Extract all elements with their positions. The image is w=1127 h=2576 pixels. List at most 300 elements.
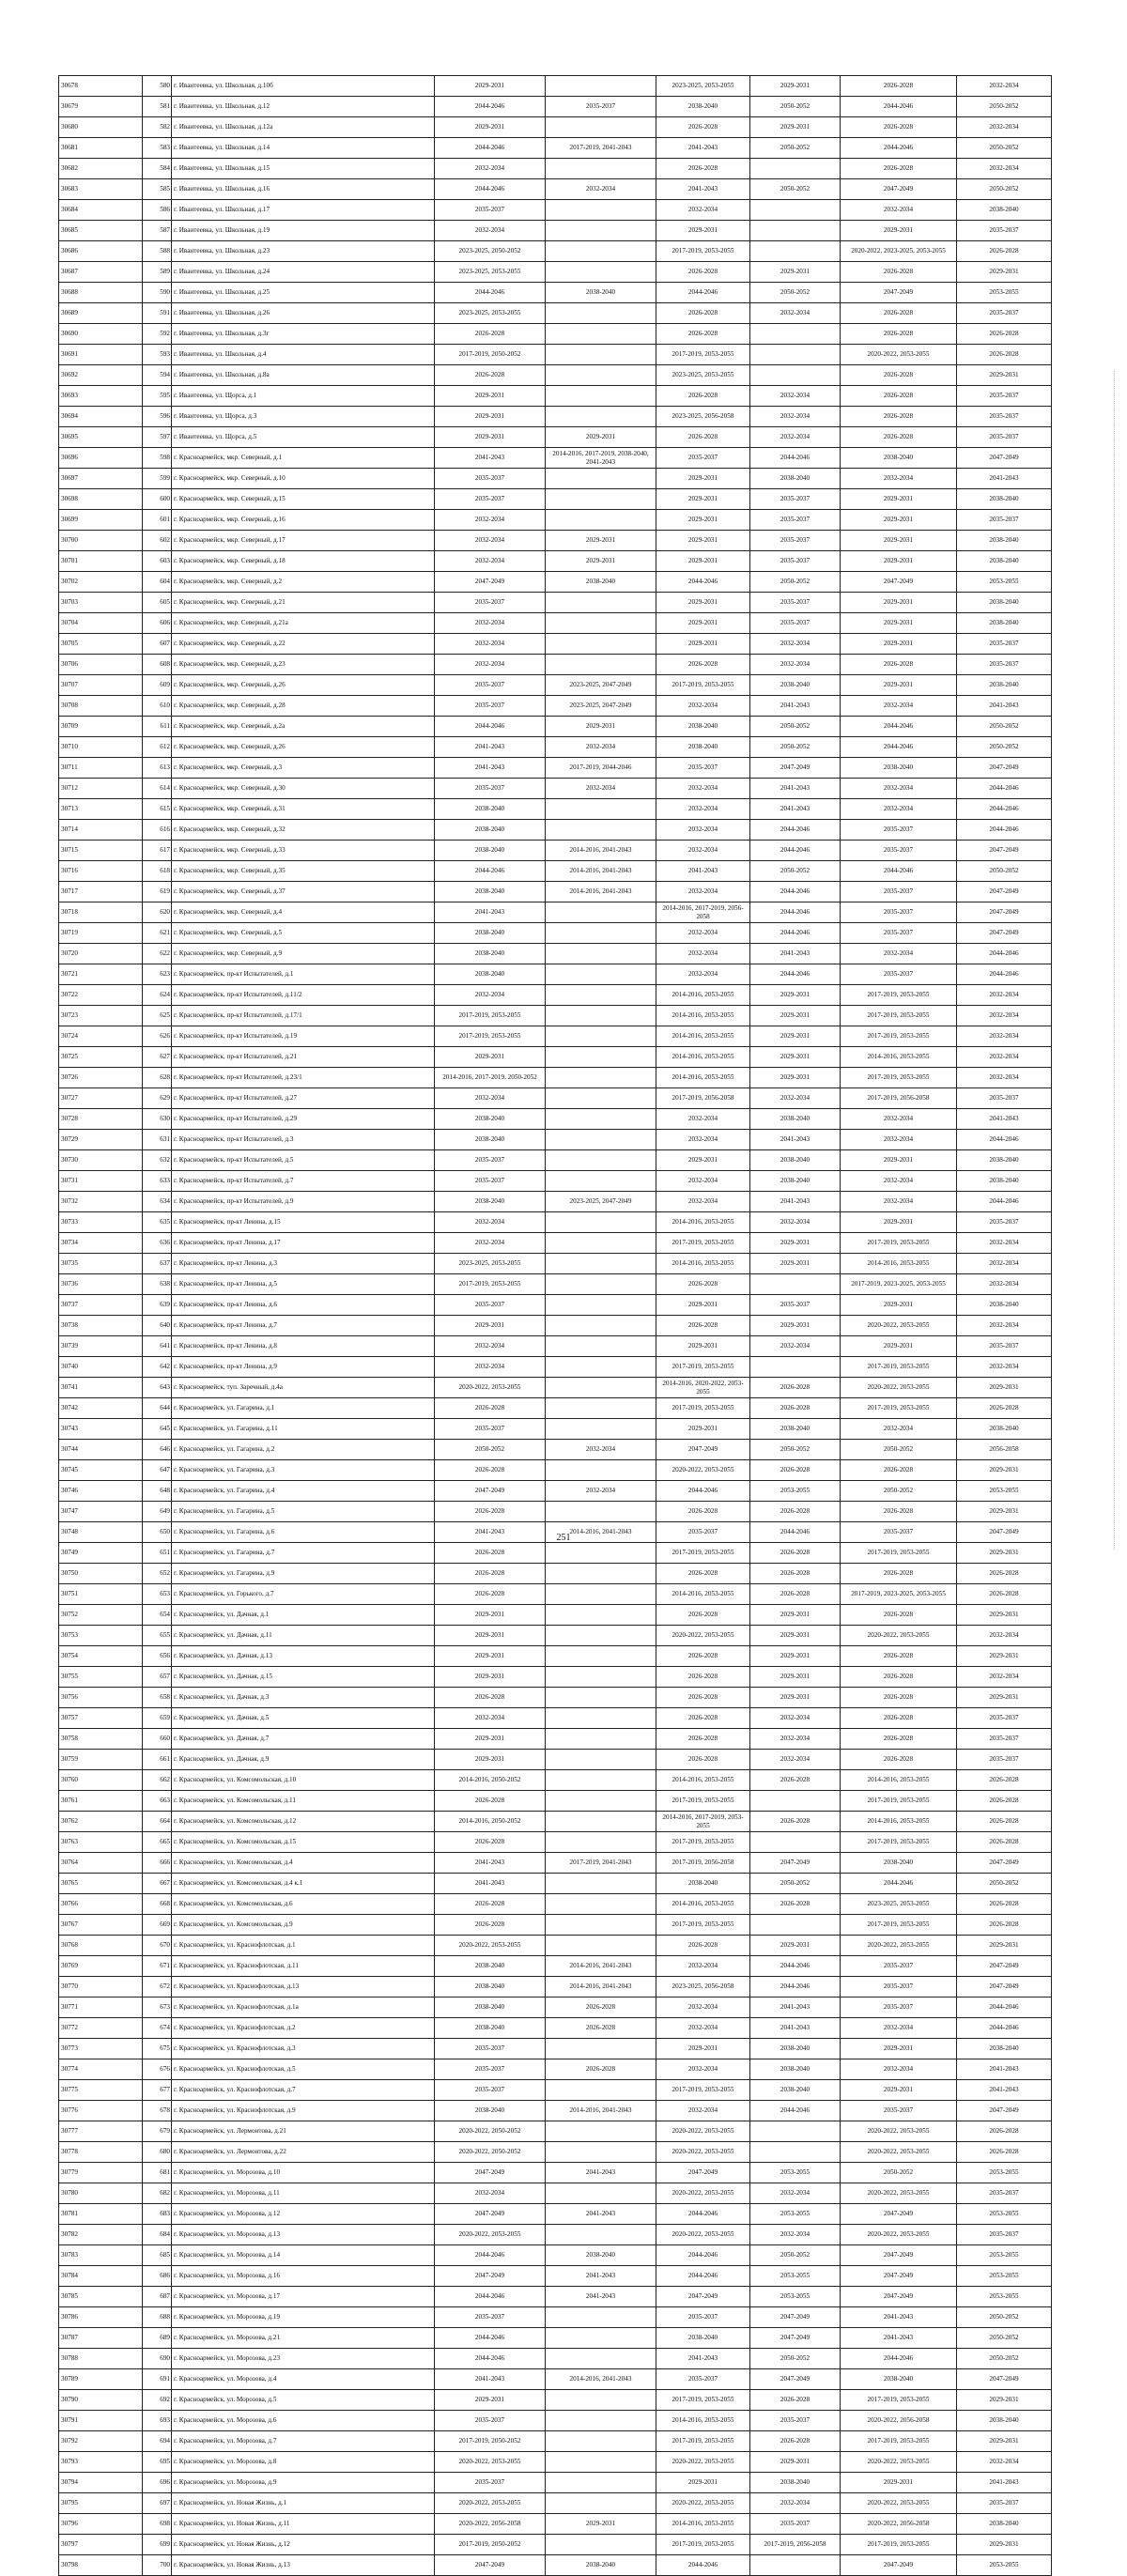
- period-1-cell: 2041-2043: [435, 1853, 546, 1874]
- period-6-cell: 2038-2040: [957, 1171, 1052, 1192]
- row-number-cell: 631: [143, 1130, 172, 1150]
- period-6-cell: 2038-2040: [957, 2039, 1052, 2059]
- address-cell: г. Ивантеевка, ул. Щорса, д.5: [172, 427, 435, 448]
- period-5-cell: 2047-2049: [841, 572, 957, 593]
- address-cell: г. Красноармейск, пр-кт Ленина, д.8: [172, 1336, 435, 1357]
- record-id-cell: 30727: [59, 1088, 143, 1109]
- period-6-cell: 2035-2037: [957, 1750, 1052, 1770]
- record-id-cell: 30679: [59, 97, 143, 117]
- period-6-cell: 2032-2034: [957, 1316, 1052, 1336]
- address-cell: г. Красноармейск, ул. Краснофлотская, д.2: [172, 2018, 435, 2039]
- period-1-cell: 2029-2031: [435, 386, 546, 407]
- row-number-cell: 634: [143, 1192, 172, 1212]
- record-id-cell: 30690: [59, 324, 143, 345]
- period-2-cell: [546, 489, 656, 510]
- period-6-cell: 2041-2043: [957, 469, 1052, 489]
- period-2-cell: [546, 944, 656, 964]
- period-3-cell: 2029-2031: [656, 551, 750, 572]
- period-6-cell: 2056-2058: [957, 1440, 1052, 1460]
- period-1-cell: 2017-2019, 2053-2055: [435, 1006, 546, 1026]
- table-row: [59, 407, 1052, 427]
- period-1-cell: 2041-2043: [435, 448, 546, 469]
- period-6-cell: 2032-2034: [957, 1254, 1052, 1274]
- period-2-cell: [546, 117, 656, 138]
- address-cell: г. Красноармейск, ул. Гагарина, д.1: [172, 1398, 435, 1419]
- period-4-cell: 2032-2034: [750, 386, 841, 407]
- row-number-cell: 618: [143, 861, 172, 882]
- record-id-cell: 30749: [59, 1543, 143, 1564]
- period-5-cell: 2014-2016, 2053-2055: [841, 1770, 957, 1791]
- period-3-cell: 2029-2031: [656, 2473, 750, 2493]
- period-3-cell: 2029-2031: [656, 1295, 750, 1316]
- period-2-cell: [546, 1233, 656, 1254]
- row-number-cell: 639: [143, 1295, 172, 1316]
- period-3-cell: 2044-2046: [656, 1481, 750, 1502]
- table-row: [59, 1543, 1052, 1564]
- period-3-cell: 2014-2016, 2020-2022, 2053-2055: [656, 1378, 750, 1398]
- period-4-cell: 2050-2052: [750, 97, 841, 117]
- address-cell: г. Красноармейск, мкр. Северный, д.37: [172, 882, 435, 902]
- period-1-cell: 2044-2046: [435, 2349, 546, 2369]
- record-id-cell: 30757: [59, 1708, 143, 1729]
- row-number-cell: 661: [143, 1750, 172, 1770]
- period-1-cell: 2035-2037: [435, 593, 546, 613]
- period-5-cell: 2035-2037: [841, 1977, 957, 1998]
- row-number-cell: 615: [143, 799, 172, 820]
- period-4-cell: 2044-2046: [750, 1522, 841, 1543]
- period-6-cell: 2041-2043: [957, 2080, 1052, 2101]
- period-2-cell: [546, 2080, 656, 2101]
- period-3-cell: 2029-2031: [656, 1419, 750, 1440]
- table-row: [59, 1109, 1052, 1130]
- period-2-cell: 2014-2016, 2017-2019, 2038-2040, 2041-2043: [546, 448, 656, 469]
- record-id-cell: 30747: [59, 1502, 143, 1522]
- period-3-cell: 2044-2046: [656, 283, 750, 303]
- row-number-cell: 608: [143, 655, 172, 675]
- row-number-cell: 667: [143, 1874, 172, 1894]
- period-5-cell: 2026-2028: [841, 655, 957, 675]
- address-cell: г. Ивантеевка, ул. Школьная, д.17: [172, 200, 435, 221]
- period-2-cell: [546, 1564, 656, 1584]
- period-1-cell: 2041-2043: [435, 758, 546, 779]
- row-number-cell: 592: [143, 324, 172, 345]
- schedule-table: [58, 75, 1052, 2576]
- period-2-cell: [546, 1646, 656, 1667]
- table-row: [59, 841, 1052, 861]
- table-row: [59, 2473, 1052, 2493]
- record-id-cell: 30778: [59, 2142, 143, 2163]
- address-cell: г. Красноармейск, мкр. Северный, д.5: [172, 923, 435, 944]
- period-5-cell: 2017-2019, 2053-2055: [841, 985, 957, 1006]
- period-4-cell: 2050-2052: [750, 572, 841, 593]
- table-row: [59, 923, 1052, 944]
- period-2-cell: 2023-2025, 2047-2049: [546, 1192, 656, 1212]
- record-id-cell: 30782: [59, 2225, 143, 2245]
- period-3-cell: 2035-2037: [656, 1522, 750, 1543]
- record-id-cell: 30792: [59, 2431, 143, 2452]
- period-1-cell: 2032-2034: [435, 1212, 546, 1233]
- table-row: [59, 1336, 1052, 1357]
- record-id-cell: 30785: [59, 2287, 143, 2307]
- period-2-cell: [546, 1336, 656, 1357]
- address-cell: г. Красноармейск, пр-кт Испытателей, д.9: [172, 1192, 435, 1212]
- period-2-cell: [546, 1006, 656, 1026]
- table-row: [59, 1688, 1052, 1708]
- row-number-cell: 622: [143, 944, 172, 964]
- period-3-cell: 2026-2028: [656, 117, 750, 138]
- period-4-cell: 2041-2043: [750, 1998, 841, 2018]
- period-6-cell: 2029-2031: [957, 2390, 1052, 2411]
- record-id-cell: 30795: [59, 2493, 143, 2514]
- row-number-cell: 584: [143, 159, 172, 179]
- address-cell: г. Красноармейск, ул. Краснофлотская, д.11: [172, 1956, 435, 1977]
- table-row: [59, 902, 1052, 923]
- period-6-cell: 2032-2034: [957, 1357, 1052, 1378]
- period-5-cell: 2029-2031: [841, 489, 957, 510]
- period-4-cell: 2041-2043: [750, 696, 841, 717]
- record-id-cell: 30721: [59, 964, 143, 985]
- period-4-cell: 2053-2055: [750, 2266, 841, 2287]
- period-2-cell: [546, 407, 656, 427]
- period-6-cell: 2029-2031: [957, 1460, 1052, 1481]
- address-cell: г. Красноармейск, ул. Дачная, д.11: [172, 1626, 435, 1646]
- row-number-cell: 687: [143, 2287, 172, 2307]
- table-row: [59, 241, 1052, 262]
- period-6-cell: 2038-2040: [957, 1419, 1052, 1440]
- period-3-cell: 2026-2028: [656, 159, 750, 179]
- period-4-cell: 2038-2040: [750, 2039, 841, 2059]
- period-1-cell: 2032-2034: [435, 221, 546, 241]
- period-6-cell: 2035-2037: [957, 2225, 1052, 2245]
- address-cell: г. Красноармейск, пр-кт Испытателей, д.3: [172, 1130, 435, 1150]
- record-id-cell: 30683: [59, 179, 143, 200]
- record-id-cell: 30765: [59, 1874, 143, 1894]
- table-row: [59, 345, 1052, 365]
- period-3-cell: 2041-2043: [656, 2349, 750, 2369]
- table-row: [59, 593, 1052, 613]
- row-number-cell: 595: [143, 386, 172, 407]
- period-5-cell: 2032-2034: [841, 2018, 957, 2039]
- row-number-cell: 674: [143, 2018, 172, 2039]
- record-id-cell: 30698: [59, 489, 143, 510]
- row-number-cell: 636: [143, 1233, 172, 1254]
- table-row: [59, 717, 1052, 737]
- row-number-cell: 628: [143, 1068, 172, 1088]
- table-row: [59, 2039, 1052, 2059]
- record-id-cell: 30760: [59, 1770, 143, 1791]
- address-cell: г. Красноармейск, мкр. Северный, д.30: [172, 779, 435, 799]
- period-3-cell: 2047-2049: [656, 1440, 750, 1460]
- row-number-cell: 620: [143, 902, 172, 923]
- period-5-cell: 2035-2037: [841, 964, 957, 985]
- period-3-cell: 2017-2019, 2053-2055: [656, 241, 750, 262]
- scan-edge-line: [1114, 371, 1116, 1550]
- row-number-cell: 614: [143, 779, 172, 799]
- period-4-cell: 2050-2052: [750, 2245, 841, 2266]
- period-5-cell: 2029-2031: [841, 1150, 957, 1171]
- period-6-cell: 2032-2034: [957, 1047, 1052, 1068]
- table-row: [59, 675, 1052, 696]
- table-row: [59, 1192, 1052, 1212]
- table-row: [59, 1088, 1052, 1109]
- record-id-cell: 30724: [59, 1026, 143, 1047]
- row-number-cell: 685: [143, 2245, 172, 2266]
- period-2-cell: 2041-2043: [546, 2204, 656, 2225]
- period-6-cell: 2032-2034: [957, 1026, 1052, 1047]
- table-row: [59, 1894, 1052, 1915]
- period-4-cell: [750, 159, 841, 179]
- address-cell: г. Красноармейск, пр-кт Испытателей, д.29: [172, 1109, 435, 1130]
- address-cell: г. Красноармейск, ул. Новая Жизнь, д.13: [172, 2555, 435, 2576]
- address-cell: г. Красноармейск, мкр. Северный, д.22: [172, 634, 435, 655]
- period-6-cell: 2032-2034: [957, 1274, 1052, 1295]
- address-cell: г. Красноармейск, пр-кт Испытателей, д.21: [172, 1047, 435, 1068]
- period-4-cell: 2035-2037: [750, 531, 841, 551]
- period-3-cell: 2026-2028: [656, 324, 750, 345]
- period-5-cell: 2032-2034: [841, 1171, 957, 1192]
- period-6-cell: 2053-2055: [957, 572, 1052, 593]
- period-3-cell: 2020-2022, 2053-2055: [656, 2121, 750, 2142]
- period-4-cell: 2026-2028: [750, 1812, 841, 1832]
- period-5-cell: 2017-2019, 2053-2055: [841, 1832, 957, 1853]
- row-number-cell: 610: [143, 696, 172, 717]
- period-6-cell: 2047-2049: [957, 1956, 1052, 1977]
- period-5-cell: 2029-2031: [841, 1295, 957, 1316]
- period-6-cell: 2026-2028: [957, 1894, 1052, 1915]
- period-2-cell: 2041-2043: [546, 2266, 656, 2287]
- period-6-cell: 2050-2052: [957, 2307, 1052, 2328]
- period-5-cell: 2020-2022, 2053-2055: [841, 345, 957, 365]
- period-5-cell: 2020-2022, 2053-2055: [841, 2452, 957, 2473]
- period-2-cell: [546, 1171, 656, 1192]
- period-5-cell: 2014-2016, 2053-2055: [841, 1047, 957, 1068]
- period-4-cell: 2029-2031: [750, 117, 841, 138]
- record-id-cell: 30781: [59, 2204, 143, 2225]
- period-2-cell: [546, 820, 656, 841]
- period-4-cell: 2038-2040: [750, 2059, 841, 2080]
- period-6-cell: 2038-2040: [957, 2514, 1052, 2535]
- table-row: [59, 820, 1052, 841]
- period-1-cell: 2029-2031: [435, 1750, 546, 1770]
- period-5-cell: 2044-2046: [841, 138, 957, 159]
- period-3-cell: 2017-2019, 2053-2055: [656, 1357, 750, 1378]
- period-2-cell: [546, 1295, 656, 1316]
- period-3-cell: 2026-2028: [656, 1605, 750, 1626]
- period-4-cell: 2044-2046: [750, 902, 841, 923]
- row-number-cell: 593: [143, 345, 172, 365]
- record-id-cell: 30692: [59, 365, 143, 386]
- period-1-cell: 2029-2031: [435, 1605, 546, 1626]
- period-5-cell: 2035-2037: [841, 1956, 957, 1977]
- period-1-cell: 2047-2049: [435, 2555, 546, 2576]
- period-1-cell: 2032-2034: [435, 159, 546, 179]
- period-1-cell: 2044-2046: [435, 97, 546, 117]
- table-row: [59, 2245, 1052, 2266]
- period-2-cell: [546, 1212, 656, 1233]
- period-5-cell: 2026-2028: [841, 1667, 957, 1688]
- record-id-cell: 30769: [59, 1956, 143, 1977]
- period-4-cell: 2035-2037: [750, 510, 841, 531]
- address-cell: г. Красноармейск, ул. Комсомольская, д.6: [172, 1894, 435, 1915]
- period-3-cell: 2014-2016, 2053-2055: [656, 1006, 750, 1026]
- period-4-cell: 2044-2046: [750, 1956, 841, 1977]
- address-cell: г. Красноармейск, ул. Гагарина, д.3: [172, 1460, 435, 1481]
- period-4-cell: 2026-2028: [750, 1543, 841, 1564]
- period-3-cell: 2023-2025, 2053-2055: [656, 76, 750, 97]
- record-id-cell: 30708: [59, 696, 143, 717]
- row-number-cell: 612: [143, 737, 172, 758]
- period-3-cell: 2014-2016, 2053-2055: [656, 1254, 750, 1274]
- period-6-cell: 2029-2031: [957, 2535, 1052, 2555]
- period-2-cell: 2038-2040: [546, 2245, 656, 2266]
- address-cell: г. Красноармейск, мкр. Северный, д.32: [172, 820, 435, 841]
- address-cell: г. Красноармейск, туп. Заречный, д.4а: [172, 1378, 435, 1398]
- period-1-cell: 2026-2028: [435, 324, 546, 345]
- period-3-cell: 2032-2034: [656, 200, 750, 221]
- period-2-cell: [546, 1708, 656, 1729]
- record-id-cell: 30788: [59, 2349, 143, 2369]
- period-3-cell: 2026-2028: [656, 262, 750, 283]
- period-2-cell: [546, 2390, 656, 2411]
- row-number-cell: 697: [143, 2493, 172, 2514]
- period-4-cell: 2032-2034: [750, 1088, 841, 1109]
- address-cell: г. Красноармейск, мкр. Северный, д.1: [172, 448, 435, 469]
- period-1-cell: 2026-2028: [435, 1460, 546, 1481]
- period-2-cell: 2017-2019, 2044-2046: [546, 758, 656, 779]
- period-1-cell: 2026-2028: [435, 1584, 546, 1605]
- address-cell: г. Красноармейск, мкр. Северный, д.3: [172, 758, 435, 779]
- period-5-cell: 2026-2028: [841, 1729, 957, 1750]
- period-5-cell: 2032-2034: [841, 779, 957, 799]
- address-cell: г. Красноармейск, мкр. Северный, д.4: [172, 902, 435, 923]
- period-3-cell: 2035-2037: [656, 2369, 750, 2390]
- address-cell: г. Красноармейск, ул. Комсомольская, д.9: [172, 1915, 435, 1936]
- period-4-cell: 2044-2046: [750, 882, 841, 902]
- table-row: [59, 469, 1052, 489]
- period-5-cell: 2029-2031: [841, 2039, 957, 2059]
- period-5-cell: 2032-2034: [841, 944, 957, 964]
- period-1-cell: 2035-2037: [435, 1419, 546, 1440]
- period-5-cell: 2035-2037: [841, 841, 957, 861]
- address-cell: г. Красноармейск, ул. Гагарина, д.7: [172, 1543, 435, 1564]
- period-4-cell: 2044-2046: [750, 1977, 841, 1998]
- row-number-cell: 640: [143, 1316, 172, 1336]
- period-4-cell: 2032-2034: [750, 1212, 841, 1233]
- table-row: [59, 1998, 1052, 2018]
- period-4-cell: 2026-2028: [750, 1460, 841, 1481]
- period-1-cell: 2032-2034: [435, 634, 546, 655]
- record-id-cell: 30767: [59, 1915, 143, 1936]
- period-4-cell: 2050-2052: [750, 2349, 841, 2369]
- table-row: [59, 1460, 1052, 1481]
- period-5-cell: 2035-2037: [841, 1998, 957, 2018]
- period-1-cell: 2044-2046: [435, 179, 546, 200]
- row-number-cell: 632: [143, 1150, 172, 1171]
- table-row: [59, 510, 1052, 531]
- row-number-cell: 585: [143, 179, 172, 200]
- address-cell: г. Красноармейск, ул. Горького, д.7: [172, 1584, 435, 1605]
- period-4-cell: [750, 2142, 841, 2163]
- table-row: [59, 2369, 1052, 2390]
- period-1-cell: 2029-2031: [435, 1047, 546, 1068]
- period-4-cell: 2026-2028: [750, 2390, 841, 2411]
- address-cell: г. Ивантеевка, ул. Школьная, д.23: [172, 241, 435, 262]
- period-4-cell: 2029-2031: [750, 1936, 841, 1956]
- address-cell: г. Ивантеевка, ул. Школьная, д.8а: [172, 365, 435, 386]
- row-number-cell: 698: [143, 2514, 172, 2535]
- record-id-cell: 30682: [59, 159, 143, 179]
- period-5-cell: 2032-2034: [841, 1130, 957, 1150]
- record-id-cell: 30694: [59, 407, 143, 427]
- period-3-cell: 2029-2031: [656, 510, 750, 531]
- record-id-cell: 30718: [59, 902, 143, 923]
- table-row: [59, 2059, 1052, 2080]
- period-6-cell: 2032-2034: [957, 1006, 1052, 1026]
- address-cell: г. Красноармейск, пр-кт Испытателей, д.11/2: [172, 985, 435, 1006]
- period-3-cell: 2032-2034: [656, 2101, 750, 2121]
- period-1-cell: 2017-2019, 2050-2052: [435, 345, 546, 365]
- period-4-cell: 2032-2034: [750, 2183, 841, 2204]
- period-6-cell: 2029-2031: [957, 1936, 1052, 1956]
- period-3-cell: 2026-2028: [656, 1729, 750, 1750]
- period-2-cell: [546, 1874, 656, 1894]
- period-3-cell: 2017-2019, 2053-2055: [656, 2080, 750, 2101]
- record-id-cell: 30728: [59, 1109, 143, 1130]
- row-number-cell: 681: [143, 2163, 172, 2183]
- period-4-cell: 2032-2034: [750, 634, 841, 655]
- table-row: [59, 2452, 1052, 2473]
- period-4-cell: 2050-2052: [750, 1440, 841, 1460]
- period-4-cell: 2053-2055: [750, 2204, 841, 2225]
- period-2-cell: [546, 964, 656, 985]
- period-3-cell: 2032-2034: [656, 964, 750, 985]
- period-6-cell: 2038-2040: [957, 675, 1052, 696]
- period-1-cell: 2014-2016, 2050-2052: [435, 1770, 546, 1791]
- record-id-cell: 30741: [59, 1378, 143, 1398]
- row-number-cell: 589: [143, 262, 172, 283]
- period-4-cell: 2026-2028: [750, 1584, 841, 1605]
- period-4-cell: [750, 221, 841, 241]
- period-6-cell: 2026-2028: [957, 241, 1052, 262]
- address-cell: г. Красноармейск, ул. Морозова, д.12: [172, 2204, 435, 2225]
- period-6-cell: 2053-2055: [957, 1481, 1052, 1502]
- period-4-cell: 2047-2049: [750, 2328, 841, 2349]
- period-2-cell: 2029-2031: [546, 427, 656, 448]
- period-4-cell: 2029-2031: [750, 1605, 841, 1626]
- period-2-cell: [546, 1419, 656, 1440]
- period-2-cell: 2041-2043: [546, 2163, 656, 2183]
- period-5-cell: 2035-2037: [841, 820, 957, 841]
- record-id-cell: 30702: [59, 572, 143, 593]
- period-1-cell: 2035-2037: [435, 2473, 546, 2493]
- period-3-cell: 2026-2028: [656, 1274, 750, 1295]
- record-id-cell: 30740: [59, 1357, 143, 1378]
- period-5-cell: 2020-2022, 2053-2055: [841, 1936, 957, 1956]
- record-id-cell: 30796: [59, 2514, 143, 2535]
- address-cell: г. Красноармейск, ул. Морозова, д.21: [172, 2328, 435, 2349]
- row-number-cell: 665: [143, 1832, 172, 1853]
- table-row: [59, 1770, 1052, 1791]
- record-id-cell: 30681: [59, 138, 143, 159]
- table-row: [59, 2121, 1052, 2142]
- period-1-cell: 2023-2025, 2050-2052: [435, 241, 546, 262]
- table-row: [59, 1254, 1052, 1274]
- period-2-cell: 2038-2040: [546, 283, 656, 303]
- period-3-cell: 2029-2031: [656, 1150, 750, 1171]
- period-3-cell: 2038-2040: [656, 737, 750, 758]
- period-5-cell: 2017-2019, 2053-2055: [841, 1398, 957, 1419]
- period-6-cell: 2044-2046: [957, 820, 1052, 841]
